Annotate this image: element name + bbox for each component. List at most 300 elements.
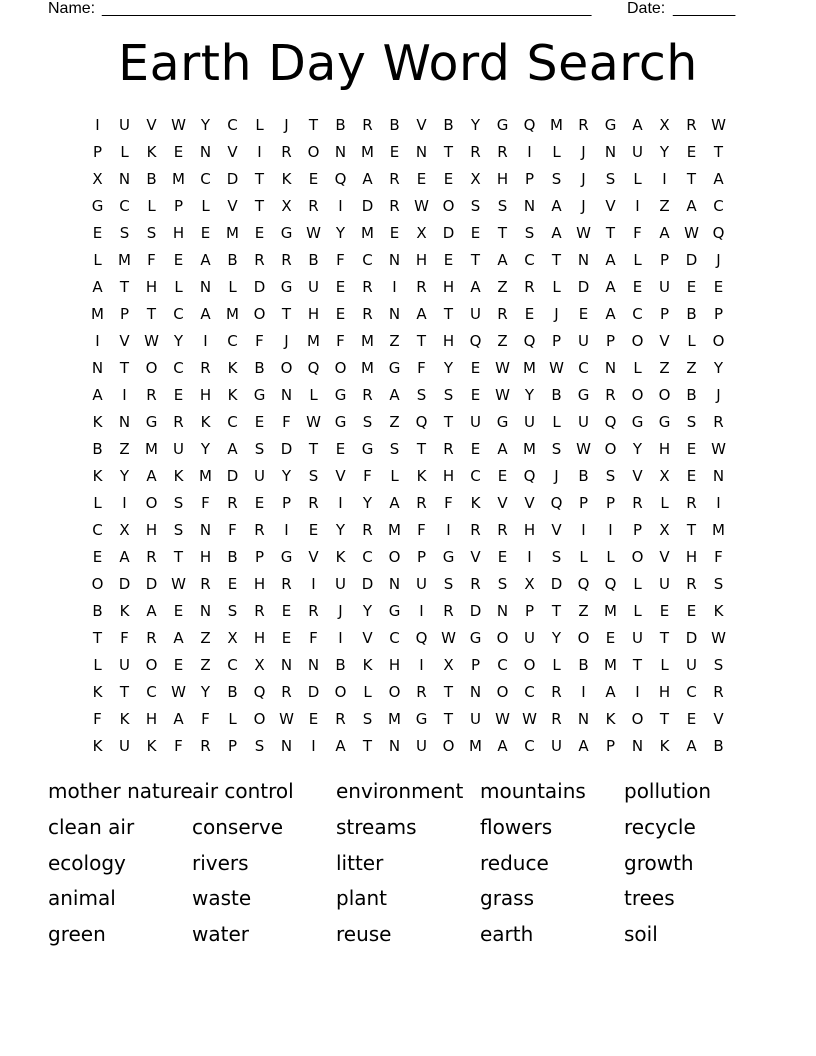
grid-letter[interactable]: G — [388, 602, 401, 620]
grid-letter[interactable]: O — [145, 359, 158, 377]
grid-letter[interactable]: S — [605, 170, 616, 188]
grid-letter[interactable]: X — [659, 521, 670, 539]
grid-letter[interactable]: W — [414, 197, 429, 215]
grid-letter[interactable]: L — [93, 656, 102, 674]
grid-letter[interactable]: C — [524, 683, 535, 701]
grid-letter[interactable]: R — [686, 116, 697, 134]
grid-letter[interactable]: E — [308, 521, 319, 539]
grid-letter[interactable]: S — [524, 224, 535, 242]
grid-letter[interactable]: S — [713, 575, 724, 593]
grid-letter[interactable]: C — [119, 197, 130, 215]
grid-letter[interactable]: E — [308, 170, 319, 188]
grid-letter[interactable]: L — [120, 143, 129, 161]
grid-letter[interactable]: I — [122, 386, 127, 404]
grid-letter[interactable]: T — [173, 548, 184, 566]
grid-letter[interactable]: R — [578, 116, 589, 134]
grid-letter[interactable]: K — [470, 494, 481, 512]
grid-letter[interactable]: Y — [551, 629, 562, 647]
grid-letter[interactable]: I — [392, 278, 397, 296]
grid-letter[interactable]: R — [362, 305, 373, 323]
grid-letter[interactable]: L — [606, 548, 615, 566]
grid-letter[interactable]: G — [280, 224, 293, 242]
grid-letter[interactable]: A — [497, 251, 508, 269]
grid-letter[interactable]: R — [200, 359, 211, 377]
grid-letter[interactable]: W — [144, 332, 159, 350]
grid-letter[interactable]: C — [524, 737, 535, 755]
grid-letter[interactable]: A — [632, 116, 643, 134]
grid-letter[interactable]: K — [92, 413, 103, 431]
grid-letter[interactable]: R — [362, 116, 373, 134]
grid-letter[interactable]: U — [416, 737, 427, 755]
grid-letter[interactable]: R — [551, 683, 562, 701]
grid-letter[interactable]: R — [497, 521, 508, 539]
grid-letter[interactable]: K — [605, 710, 616, 728]
grid-letter[interactable]: O — [631, 710, 644, 728]
grid-letter[interactable]: E — [254, 413, 265, 431]
grid-letter[interactable]: I — [203, 332, 208, 350]
grid-letter[interactable]: N — [307, 656, 320, 674]
grid-letter[interactable]: E — [173, 386, 184, 404]
grid-letter[interactable]: F — [417, 359, 426, 377]
grid-letter[interactable]: Y — [362, 494, 373, 512]
grid-letter[interactable]: R — [254, 251, 265, 269]
grid-letter[interactable]: U — [632, 143, 643, 161]
grid-letter[interactable]: U — [632, 629, 643, 647]
grid-letter[interactable]: Z — [497, 278, 508, 296]
grid-letter[interactable]: A — [362, 170, 373, 188]
grid-letter[interactable]: I — [311, 575, 316, 593]
grid-letter[interactable]: E — [632, 278, 643, 296]
grid-letter[interactable]: G — [280, 548, 293, 566]
grid-letter[interactable]: E — [173, 143, 184, 161]
grid-letter[interactable]: R — [254, 521, 265, 539]
grid-letter[interactable]: C — [200, 170, 211, 188]
grid-letter[interactable]: O — [496, 683, 509, 701]
grid-letter[interactable]: E — [686, 710, 697, 728]
grid-letter[interactable]: O — [631, 386, 644, 404]
grid-letter[interactable]: B — [146, 170, 157, 188]
grid-letter[interactable]: W — [495, 710, 510, 728]
grid-letter[interactable]: Y — [632, 440, 643, 458]
grid-letter[interactable]: Y — [281, 467, 292, 485]
grid-letter[interactable]: D — [118, 575, 131, 593]
grid-letter[interactable]: U — [470, 413, 481, 431]
grid-letter[interactable]: N — [604, 359, 617, 377]
grid-letter[interactable]: Q — [523, 332, 536, 350]
grid-letter[interactable]: C — [362, 548, 373, 566]
grid-letter[interactable]: M — [550, 116, 563, 134]
grid-letter[interactable]: G — [469, 629, 482, 647]
grid-letter[interactable]: E — [92, 224, 103, 242]
grid-letter[interactable]: F — [174, 737, 183, 755]
grid-letter[interactable]: V — [497, 494, 508, 512]
grid-letter[interactable]: X — [227, 629, 238, 647]
grid-letter[interactable]: W — [711, 116, 726, 134]
grid-letter[interactable]: H — [199, 386, 212, 404]
grid-letter[interactable]: I — [662, 170, 667, 188]
grid-letter[interactable]: K — [92, 467, 103, 485]
grid-letter[interactable]: S — [443, 575, 454, 593]
grid-letter[interactable]: F — [255, 332, 264, 350]
grid-letter[interactable]: M — [91, 305, 104, 323]
grid-letter[interactable]: I — [122, 494, 127, 512]
grid-letter[interactable]: P — [578, 494, 589, 512]
grid-letter[interactable]: V — [632, 467, 643, 485]
grid-letter[interactable]: T — [443, 710, 454, 728]
grid-letter[interactable]: R — [389, 197, 400, 215]
grid-letter[interactable]: W — [684, 224, 699, 242]
grid-letter[interactable]: H — [442, 332, 455, 350]
grid-letter[interactable]: X — [470, 170, 481, 188]
grid-letter[interactable]: P — [92, 143, 103, 161]
grid-letter[interactable]: H — [415, 251, 428, 269]
grid-letter[interactable]: E — [335, 305, 346, 323]
grid-letter[interactable]: N — [388, 251, 401, 269]
grid-letter[interactable]: L — [633, 251, 642, 269]
grid-letter[interactable]: P — [605, 737, 616, 755]
grid-letter[interactable]: B — [686, 386, 697, 404]
grid-letter[interactable]: K — [92, 737, 103, 755]
grid-letter[interactable]: R — [713, 683, 724, 701]
grid-letter[interactable]: O — [577, 629, 590, 647]
grid-letter[interactable]: U — [119, 116, 130, 134]
grid-letter[interactable]: I — [608, 521, 613, 539]
grid-letter[interactable]: F — [336, 251, 345, 269]
grid-letter[interactable]: R — [389, 170, 400, 188]
grid-letter[interactable]: D — [577, 278, 590, 296]
grid-letter[interactable]: E — [227, 575, 238, 593]
grid-letter[interactable]: F — [714, 548, 723, 566]
grid-letter[interactable]: T — [551, 602, 562, 620]
grid-letter[interactable]: N — [199, 278, 212, 296]
grid-letter[interactable]: T — [308, 116, 319, 134]
grid-letter[interactable]: G — [577, 386, 590, 404]
grid-letter[interactable]: P — [524, 602, 535, 620]
grid-letter[interactable]: L — [552, 278, 561, 296]
grid-letter[interactable]: S — [551, 440, 562, 458]
grid-letter[interactable]: T — [443, 683, 454, 701]
grid-letter[interactable]: W — [495, 359, 510, 377]
grid-letter[interactable]: E — [92, 548, 103, 566]
grid-letter[interactable]: P — [605, 494, 616, 512]
grid-letter[interactable]: V — [227, 143, 238, 161]
grid-letter[interactable]: Y — [659, 143, 670, 161]
grid-letter[interactable]: O — [442, 197, 455, 215]
grid-letter[interactable]: B — [92, 602, 103, 620]
grid-letter[interactable]: M — [172, 170, 185, 188]
grid-letter[interactable]: R — [416, 278, 427, 296]
grid-letter[interactable]: I — [338, 197, 343, 215]
grid-letter[interactable]: M — [469, 737, 482, 755]
grid-letter[interactable]: P — [551, 332, 562, 350]
grid-letter[interactable]: V — [470, 548, 481, 566]
grid-letter[interactable]: U — [524, 413, 535, 431]
grid-letter[interactable]: A — [173, 629, 184, 647]
grid-letter[interactable]: I — [635, 197, 640, 215]
grid-letter[interactable]: E — [173, 251, 184, 269]
grid-letter[interactable]: N — [712, 467, 725, 485]
grid-letter[interactable]: T — [362, 737, 373, 755]
grid-letter[interactable]: I — [338, 494, 343, 512]
grid-letter[interactable]: O — [442, 737, 455, 755]
grid-letter[interactable]: U — [551, 737, 562, 755]
grid-letter[interactable]: M — [145, 440, 158, 458]
grid-letter[interactable]: E — [497, 467, 508, 485]
grid-letter[interactable]: W — [306, 224, 321, 242]
grid-letter[interactable]: C — [173, 359, 184, 377]
grid-letter[interactable]: E — [443, 170, 454, 188]
grid-letter[interactable]: T — [686, 521, 697, 539]
grid-letter[interactable]: H — [145, 710, 158, 728]
date-blank-line[interactable]: _______ — [673, 0, 736, 17]
grid-letter[interactable]: X — [524, 575, 535, 593]
grid-letter[interactable]: J — [554, 467, 559, 485]
grid-letter[interactable]: K — [227, 386, 238, 404]
grid-letter[interactable]: P — [470, 656, 481, 674]
grid-letter[interactable]: O — [280, 359, 293, 377]
grid-letter[interactable]: J — [581, 143, 586, 161]
grid-letter[interactable]: Y — [200, 440, 211, 458]
grid-letter[interactable]: K — [146, 143, 157, 161]
grid-letter[interactable]: N — [388, 305, 401, 323]
grid-letter[interactable]: R — [281, 683, 292, 701]
grid-letter[interactable]: J — [284, 332, 289, 350]
grid-letter[interactable]: V — [551, 521, 562, 539]
grid-letter[interactable]: U — [254, 467, 265, 485]
grid-letter[interactable]: T — [443, 143, 454, 161]
grid-letter[interactable]: O — [253, 305, 266, 323]
grid-letter[interactable]: H — [685, 548, 698, 566]
grid-letter[interactable]: P — [524, 170, 535, 188]
grid-letter[interactable]: L — [660, 656, 669, 674]
grid-letter[interactable]: N — [415, 143, 428, 161]
grid-letter[interactable]: E — [470, 359, 481, 377]
grid-letter[interactable]: A — [335, 737, 346, 755]
grid-letter[interactable]: O — [91, 575, 104, 593]
grid-letter[interactable]: C — [146, 683, 157, 701]
grid-letter[interactable]: Q — [712, 224, 725, 242]
grid-letter[interactable]: P — [713, 305, 724, 323]
grid-letter[interactable]: O — [604, 440, 617, 458]
grid-letter[interactable]: L — [687, 332, 696, 350]
grid-letter[interactable]: H — [307, 305, 320, 323]
grid-letter[interactable]: C — [524, 251, 535, 269]
grid-letter[interactable]: X — [281, 197, 292, 215]
grid-letter[interactable]: O — [631, 332, 644, 350]
grid-letter[interactable]: R — [470, 575, 481, 593]
grid-letter[interactable]: L — [633, 359, 642, 377]
grid-letter[interactable]: S — [470, 197, 481, 215]
grid-letter[interactable]: M — [604, 602, 617, 620]
grid-letter[interactable]: Z — [389, 332, 400, 350]
grid-letter[interactable]: D — [226, 467, 239, 485]
grid-letter[interactable]: R — [146, 629, 157, 647]
grid-letter[interactable]: K — [362, 656, 373, 674]
grid-letter[interactable]: O — [631, 548, 644, 566]
grid-letter[interactable]: E — [686, 440, 697, 458]
grid-letter[interactable]: F — [228, 521, 237, 539]
grid-letter[interactable]: A — [416, 305, 427, 323]
grid-letter[interactable]: T — [281, 305, 292, 323]
grid-letter[interactable]: V — [713, 710, 724, 728]
grid-letter[interactable]: R — [146, 548, 157, 566]
grid-letter[interactable]: S — [497, 575, 508, 593]
grid-letter[interactable]: G — [604, 116, 617, 134]
grid-letter[interactable]: O — [388, 683, 401, 701]
grid-letter[interactable]: L — [93, 251, 102, 269]
grid-letter[interactable]: G — [145, 413, 158, 431]
grid-letter[interactable]: L — [201, 197, 210, 215]
grid-letter[interactable]: L — [390, 467, 399, 485]
grid-letter[interactable]: R — [362, 278, 373, 296]
grid-letter[interactable]: G — [334, 386, 347, 404]
grid-letter[interactable]: B — [578, 467, 589, 485]
grid-letter[interactable]: N — [388, 737, 401, 755]
grid-letter[interactable]: K — [200, 413, 211, 431]
grid-letter[interactable]: M — [307, 332, 320, 350]
grid-letter[interactable]: Q — [334, 170, 347, 188]
grid-letter[interactable]: W — [171, 683, 186, 701]
grid-letter[interactable]: H — [496, 170, 509, 188]
grid-letter[interactable]: X — [659, 116, 670, 134]
grid-letter[interactable]: S — [551, 170, 562, 188]
grid-letter[interactable]: E — [281, 629, 292, 647]
grid-letter[interactable]: R — [227, 494, 238, 512]
grid-letter[interactable]: B — [227, 683, 238, 701]
grid-letter[interactable]: C — [578, 359, 589, 377]
grid-letter[interactable]: A — [578, 737, 589, 755]
grid-letter[interactable]: E — [389, 224, 400, 242]
grid-letter[interactable]: R — [632, 494, 643, 512]
grid-letter[interactable]: U — [659, 278, 670, 296]
grid-letter[interactable]: E — [173, 602, 184, 620]
grid-letter[interactable]: T — [119, 359, 130, 377]
grid-letter[interactable]: E — [686, 467, 697, 485]
grid-letter[interactable]: A — [686, 737, 697, 755]
grid-letter[interactable]: F — [417, 521, 426, 539]
grid-letter[interactable]: O — [658, 386, 671, 404]
grid-letter[interactable]: H — [658, 440, 671, 458]
grid-letter[interactable]: X — [659, 467, 670, 485]
grid-letter[interactable]: Y — [119, 467, 130, 485]
grid-letter[interactable]: E — [686, 278, 697, 296]
grid-letter[interactable]: K — [173, 467, 184, 485]
grid-letter[interactable]: A — [470, 278, 481, 296]
grid-letter[interactable]: V — [659, 548, 670, 566]
grid-letter[interactable]: V — [362, 629, 373, 647]
grid-letter[interactable]: Z — [497, 332, 508, 350]
grid-letter[interactable]: S — [713, 656, 724, 674]
grid-letter[interactable]: A — [119, 548, 130, 566]
grid-letter[interactable]: I — [446, 521, 451, 539]
grid-letter[interactable]: S — [362, 413, 373, 431]
grid-letter[interactable]: L — [552, 656, 561, 674]
grid-letter[interactable]: A — [605, 683, 616, 701]
grid-letter[interactable]: G — [631, 413, 644, 431]
grid-letter[interactable]: I — [419, 602, 424, 620]
grid-letter[interactable]: H — [253, 629, 266, 647]
grid-letter[interactable]: R — [416, 683, 427, 701]
grid-letter[interactable]: Q — [523, 467, 536, 485]
grid-letter[interactable]: B — [308, 251, 319, 269]
grid-letter[interactable]: A — [173, 710, 184, 728]
grid-letter[interactable]: D — [253, 278, 266, 296]
grid-letter[interactable]: Y — [335, 521, 346, 539]
grid-letter[interactable]: A — [605, 278, 616, 296]
grid-letter[interactable]: S — [443, 386, 454, 404]
grid-letter[interactable]: U — [659, 575, 670, 593]
grid-letter[interactable]: M — [712, 521, 725, 539]
grid-letter[interactable]: A — [686, 197, 697, 215]
grid-letter[interactable]: I — [581, 521, 586, 539]
grid-letter[interactable]: L — [363, 683, 372, 701]
grid-letter[interactable]: R — [173, 413, 184, 431]
grid-letter[interactable]: P — [659, 305, 670, 323]
grid-letter[interactable]: Q — [550, 494, 563, 512]
grid-letter[interactable]: T — [713, 143, 724, 161]
grid-letter[interactable]: B — [389, 116, 400, 134]
grid-letter[interactable]: J — [716, 386, 721, 404]
grid-letter[interactable]: S — [254, 737, 265, 755]
grid-letter[interactable]: C — [92, 521, 103, 539]
grid-letter[interactable]: W — [522, 710, 537, 728]
grid-letter[interactable]: O — [523, 656, 536, 674]
grid-letter[interactable]: E — [470, 440, 481, 458]
grid-letter[interactable]: M — [361, 332, 374, 350]
grid-letter[interactable]: K — [227, 359, 238, 377]
grid-letter[interactable]: D — [442, 224, 455, 242]
grid-letter[interactable]: J — [581, 197, 586, 215]
grid-letter[interactable]: E — [335, 440, 346, 458]
grid-letter[interactable]: R — [470, 521, 481, 539]
grid-letter[interactable]: K — [335, 548, 346, 566]
grid-letter[interactable]: M — [388, 710, 401, 728]
grid-letter[interactable]: C — [227, 116, 238, 134]
grid-letter[interactable]: E — [308, 710, 319, 728]
grid-letter[interactable]: B — [92, 440, 103, 458]
grid-letter[interactable]: L — [228, 710, 237, 728]
grid-letter[interactable]: T — [119, 278, 130, 296]
grid-letter[interactable]: F — [93, 710, 102, 728]
grid-letter[interactable]: L — [633, 170, 642, 188]
grid-letter[interactable]: U — [119, 737, 130, 755]
grid-letter[interactable]: I — [338, 629, 343, 647]
grid-letter[interactable]: W — [549, 359, 564, 377]
grid-letter[interactable]: R — [497, 305, 508, 323]
grid-letter[interactable]: D — [685, 251, 698, 269]
grid-letter[interactable]: R — [443, 602, 454, 620]
grid-letter[interactable]: R — [281, 251, 292, 269]
grid-letter[interactable]: R — [335, 710, 346, 728]
grid-letter[interactable]: F — [336, 332, 345, 350]
grid-letter[interactable]: B — [254, 359, 265, 377]
grid-letter[interactable]: G — [658, 413, 671, 431]
grid-letter[interactable]: I — [311, 737, 316, 755]
grid-letter[interactable]: N — [280, 737, 293, 755]
grid-letter[interactable]: B — [227, 251, 238, 269]
grid-letter[interactable]: Q — [415, 413, 428, 431]
grid-letter[interactable]: R — [686, 575, 697, 593]
grid-letter[interactable]: F — [147, 251, 156, 269]
grid-letter[interactable]: N — [118, 170, 131, 188]
grid-letter[interactable]: W — [171, 575, 186, 593]
grid-letter[interactable]: V — [524, 494, 535, 512]
grid-letter[interactable]: S — [551, 548, 562, 566]
grid-letter[interactable]: O — [388, 548, 401, 566]
grid-letter[interactable]: A — [200, 305, 211, 323]
grid-letter[interactable]: I — [284, 521, 289, 539]
grid-letter[interactable]: M — [226, 305, 239, 323]
